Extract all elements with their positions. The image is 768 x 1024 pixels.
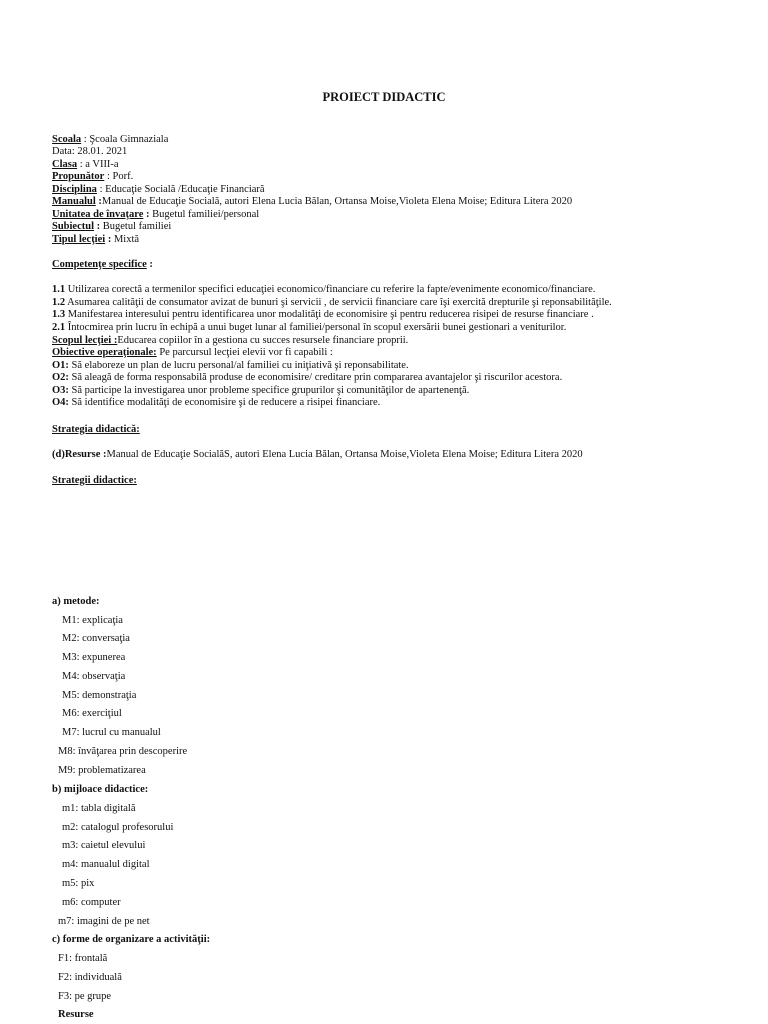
field-propunator: Propunător : Porf. (52, 171, 134, 182)
scopul-lectiei: Scopul lecţiei :Educarea copiilor în a gestiona cu succes resursele financiare proprii. (52, 335, 409, 346)
mijloc-item: m7: imagini de pe net (58, 916, 150, 927)
metoda-item: M9: problematizarea (58, 765, 146, 776)
obiectiv-item: O3: Să participe la investigarea unor probleme specifice grupurilor şi comunităţilor de apartenenţă. (52, 385, 470, 396)
metoda-item: M1: explicaţia (62, 615, 123, 626)
field-disciplina: Disciplina : Educaţie Socială /Educaţie Financiară (52, 184, 265, 195)
field-data: Data: 28.01. 2021 (52, 146, 128, 157)
metode-heading: a) metode: (52, 596, 100, 607)
field-unitatea: Unitatea de învaţare : Bugetul familiei/personal (52, 209, 260, 220)
forme-heading: c) forme de organizare a activităţii: (52, 934, 211, 945)
field-clasa: Clasa : a VIII-a (52, 159, 119, 170)
mijloc-item: m2: catalogul profesorului (62, 822, 174, 833)
field-manualul: Manualul :Manual de Educaţie Socială, autori Elena Lucia Bălan, Ortansa Moise,Violeta Elena Moise; Editura Litera 2020 (52, 196, 573, 207)
forma-item: F3: pe grupe (58, 991, 112, 1002)
metoda-item: M4: observaţia (62, 671, 126, 682)
competente-heading: Competenţe specifice : (52, 259, 153, 270)
metoda-item: M5: demonstraţia (62, 690, 137, 701)
resurse-line: (d)Resurse :Manual de Educaţie SocialăS, autori Elena Lucia Bălan, Ortansa Moise,Violeta Elena Moise; Editura Litera 2020 (52, 449, 583, 460)
mijloc-item: m6: computer (62, 897, 121, 908)
forma-item: F1: frontală (58, 953, 108, 964)
metoda-item: M7: lucrul cu manualul (62, 727, 161, 738)
page-title: PROIECT DIDACTIC (322, 90, 446, 104)
competenta-item: 1.2 Asumarea calităţii de consumator avizat de bunuri şi servicii , de servicii financiare care îşi exercită drepturile şi reponsabilităţile. (52, 297, 612, 308)
mijloc-item: m5: pix (62, 878, 95, 889)
mijloc-item: m3: caietul elevului (62, 840, 146, 851)
field-scoala: Scoala : Şcoala Gimnaziala (52, 134, 169, 145)
field-tipul: Tipul lecţiei : Mixtă (52, 234, 140, 245)
metoda-item: M3: expunerea (62, 652, 126, 663)
metoda-item: M8: învăţarea prin descoperire (58, 746, 188, 757)
obiectiv-item: O1: Să elaboreze un plan de lucru personal/al familiei cu iniţiativă şi reponsabilitate. (52, 360, 409, 371)
forma-item: F2: individuală (58, 972, 122, 983)
metoda-item: M2: conversaţia (62, 633, 130, 644)
mijloc-item: m4: manualul digital (62, 859, 150, 870)
competenta-item: 1.3 Manifestarea interesului pentru identificarea unor modalităţi de economisire şi pentru reducerea risipei de resurse financiare . (52, 309, 594, 320)
field-subiectul: Subiectul : Bugetul familiei (52, 221, 172, 232)
strategia-heading: Strategia didactică: (52, 424, 140, 435)
resurse-trailing: Resurse (58, 1009, 94, 1020)
competenta-item: 2.1 Întocmirea prin lucru în echipă a unui buget lunar al familiei/personal în scopul exersării bunei gestionari a veniturilor. (52, 322, 567, 333)
strategii-heading: Strategii didactice: (52, 475, 137, 486)
obiectiv-item: O4: Să identifice modalităţi de economisire şi de reducere a risipei financiare. (52, 397, 381, 408)
obiectiv-item: O2: Să aleagă de forma responsabilă produse de economisire/ creditare prin compararea avantajelor şi riscurilor acestora. (52, 372, 563, 383)
obiective-heading: Obiective operaţionale: Pe parcursul lecţiei elevii vor fi capabili : (52, 347, 333, 358)
mijloace-heading: b) mijloace didactice: (52, 784, 149, 795)
metoda-item: M6: exerciţiul (62, 708, 122, 719)
mijloc-item: m1: tabla digitală (62, 803, 136, 814)
competenta-item: 1.1 Utilizarea corectă a termenilor specifici educaţiei economico/financiare cu referire la fapte/evenimente economico/financiare. (52, 284, 596, 295)
